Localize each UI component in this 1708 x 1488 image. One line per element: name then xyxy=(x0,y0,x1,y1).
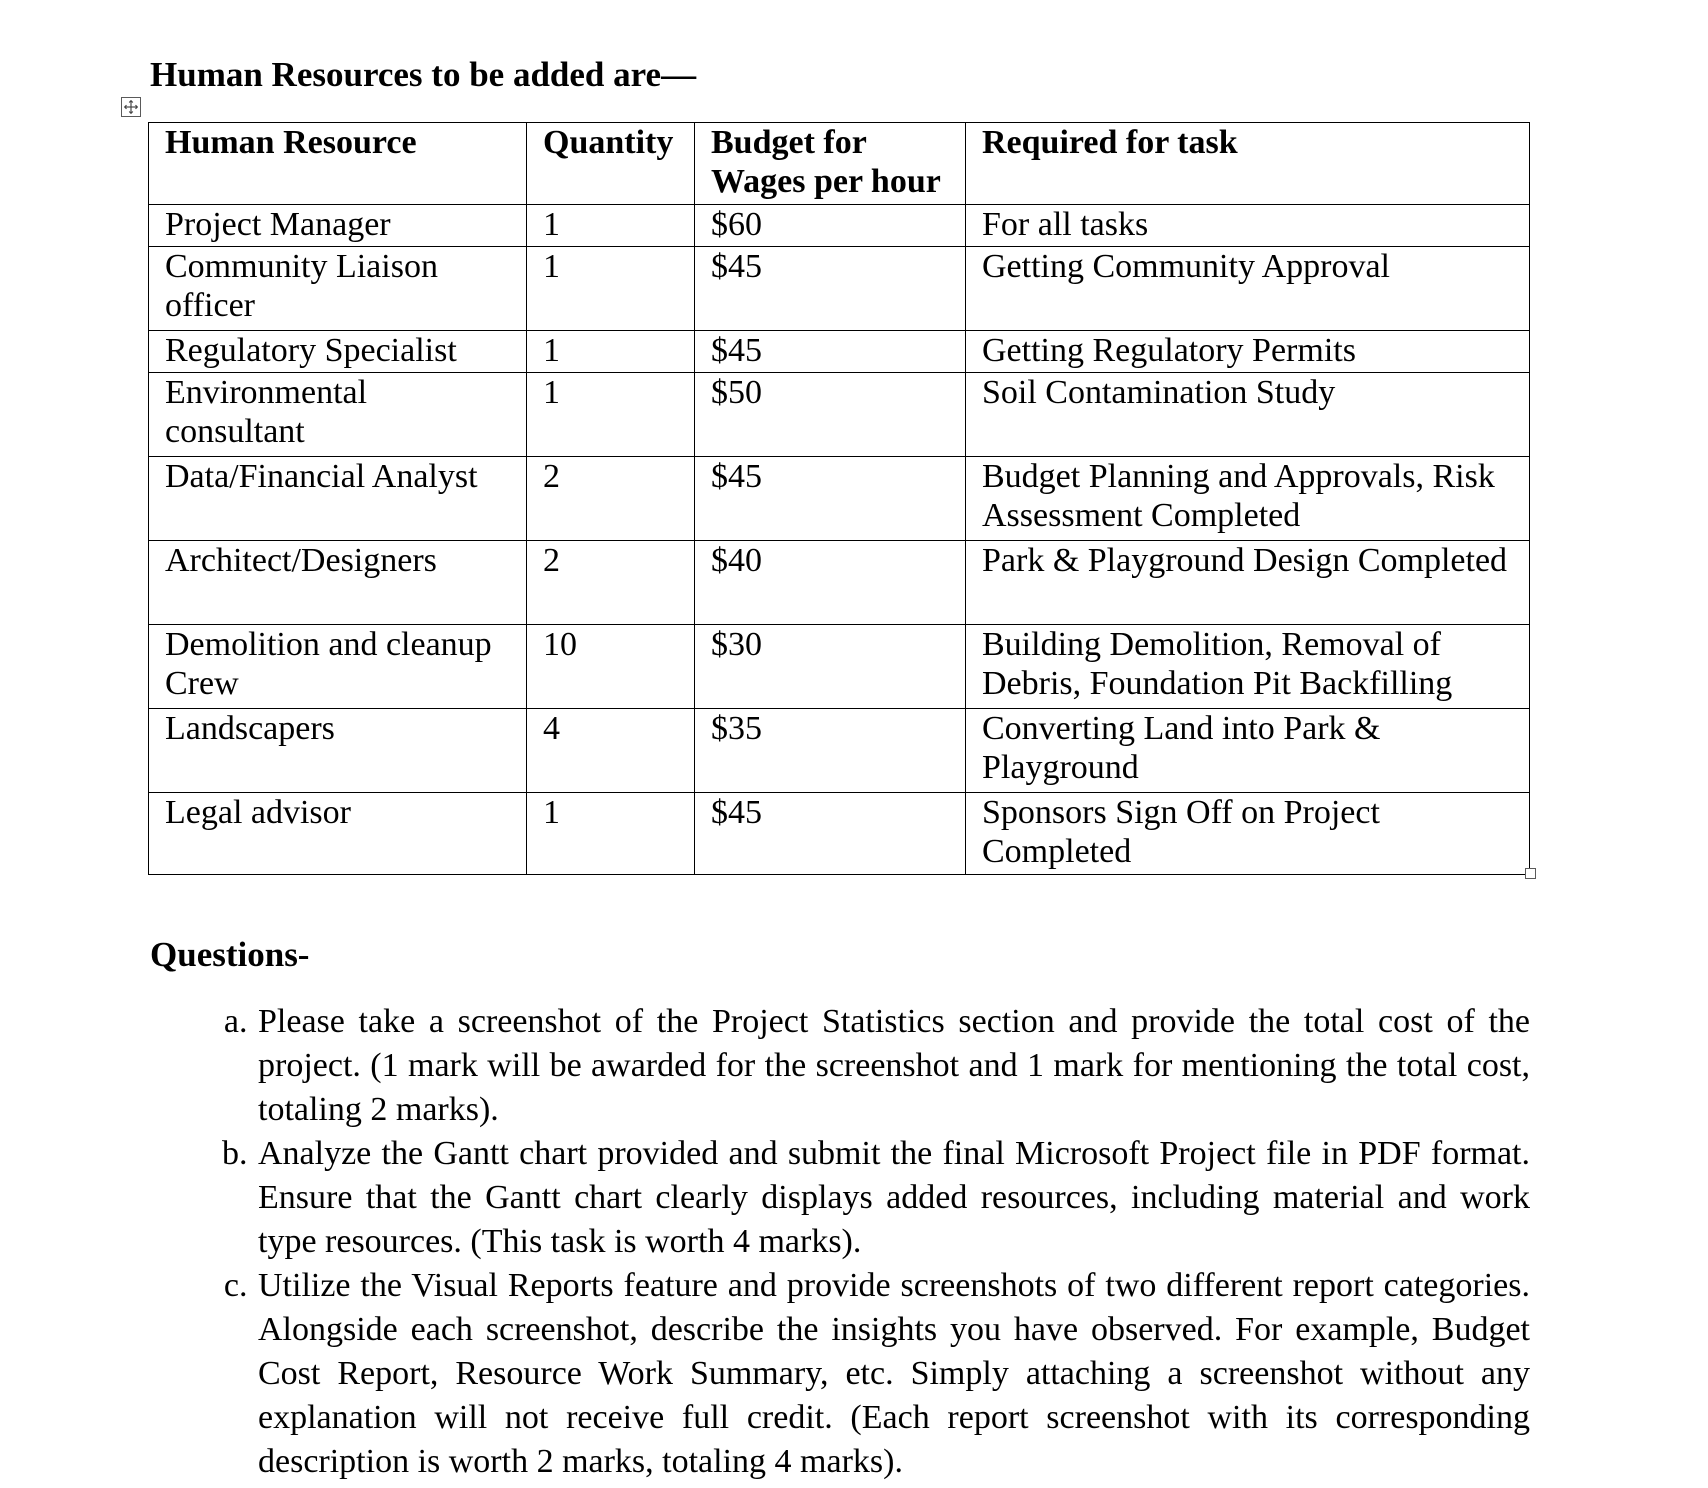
task-cell: Building Demolition, Removal of Debris, Foundation Pit Backfilling xyxy=(966,625,1530,709)
section-heading-human-resources: Human Resources to be added are— xyxy=(150,55,697,94)
question-item-a: a. Please take a screenshot of the Project Statistics section and provide the total cost of the project. (1 mark will be awarded for the screenshot and 1 mark for mentioning the total cost, totaling 2 marks). xyxy=(256,1000,1530,1132)
task-cell: Getting Community Approval xyxy=(966,247,1530,331)
task-cell: Park & Playground Design Completed xyxy=(966,541,1530,625)
resource-name-cell: Demolition and cleanup Crew xyxy=(149,625,527,709)
question-item-b: b. Analyze the Gantt chart provided and submit the final Microsoft Project file in PDF format. Ensure that the Gantt chart clearly displays added resources, including material and work type resources. (This task is worth 4 marks). xyxy=(256,1132,1530,1264)
quantity-cell: 2 xyxy=(527,541,695,625)
quantity-cell: 1 xyxy=(527,373,695,457)
quantity-cell: 1 xyxy=(527,793,695,875)
wage-cell: $45 xyxy=(695,793,966,875)
table-row xyxy=(149,457,1530,541)
resource-name-cell: Environmental consultant xyxy=(149,373,527,457)
table-row xyxy=(149,709,1530,793)
wage-cell: $45 xyxy=(695,331,966,373)
task-cell: Converting Land into Park & Playground xyxy=(966,709,1530,793)
resource-name-cell: Legal advisor xyxy=(149,793,527,875)
task-cell: Budget Planning and Approvals, Risk Assessment Completed xyxy=(966,457,1530,541)
quantity-cell: 1 xyxy=(527,331,695,373)
move-arrows-icon xyxy=(122,98,140,116)
resource-name-cell: Landscapers xyxy=(149,709,527,793)
table-row xyxy=(149,793,1530,875)
wage-cell: $30 xyxy=(695,625,966,709)
column-header-human-resource: Human Resource xyxy=(149,123,527,205)
column-header-quantity: Quantity xyxy=(527,123,695,205)
table-row xyxy=(149,331,1530,373)
table-row xyxy=(149,247,1530,331)
task-cell: Sponsors Sign Off on Project Completed xyxy=(966,793,1530,875)
section-heading-questions: Questions- xyxy=(150,935,310,974)
resource-name-cell: Architect/Designers xyxy=(149,541,527,625)
table-header-row xyxy=(149,123,1530,205)
wage-cell: $60 xyxy=(695,205,966,247)
quantity-cell: 1 xyxy=(527,205,695,247)
wage-cell: $45 xyxy=(695,457,966,541)
wage-cell: $45 xyxy=(695,247,966,331)
table-resize-handle-icon[interactable] xyxy=(1525,868,1536,879)
task-cell: Getting Regulatory Permits xyxy=(966,331,1530,373)
quantity-cell: 4 xyxy=(527,709,695,793)
table-move-handle-icon[interactable] xyxy=(121,97,141,117)
column-header-budget-wages: Budget for Wages per hour xyxy=(695,123,966,205)
table-row xyxy=(149,541,1530,625)
column-header-required-for-task: Required for task xyxy=(966,123,1530,205)
resource-name-cell: Data/Financial Analyst xyxy=(149,457,527,541)
question-item-c: c. Utilize the Visual Reports feature and provide screenshots of two different report categories. Alongside each screenshot, describe the insights you have observed. For example, Budget Cost Report, Resource Work Summary, etc. Simply attaching a screenshot without any explanation will not receive full credit. (Each report screenshot with its corresponding description is worth 2 marks, totaling 4 marks). xyxy=(256,1264,1530,1484)
table-row xyxy=(149,625,1530,709)
questions-list xyxy=(200,1000,1530,1484)
resource-name-cell: Project Manager xyxy=(149,205,527,247)
wage-cell: $50 xyxy=(695,373,966,457)
quantity-cell: 2 xyxy=(527,457,695,541)
wage-cell: $40 xyxy=(695,541,966,625)
resource-name-cell: Regulatory Specialist xyxy=(149,331,527,373)
quantity-cell: 10 xyxy=(527,625,695,709)
quantity-cell: 1 xyxy=(527,247,695,331)
table-row xyxy=(149,205,1530,247)
table-row xyxy=(149,373,1530,457)
wage-cell: $35 xyxy=(695,709,966,793)
task-cell: For all tasks xyxy=(966,205,1530,247)
task-cell: Soil Contamination Study xyxy=(966,373,1530,457)
human-resources-table xyxy=(148,122,1530,875)
resource-name-cell: Community Liaison officer xyxy=(149,247,527,331)
